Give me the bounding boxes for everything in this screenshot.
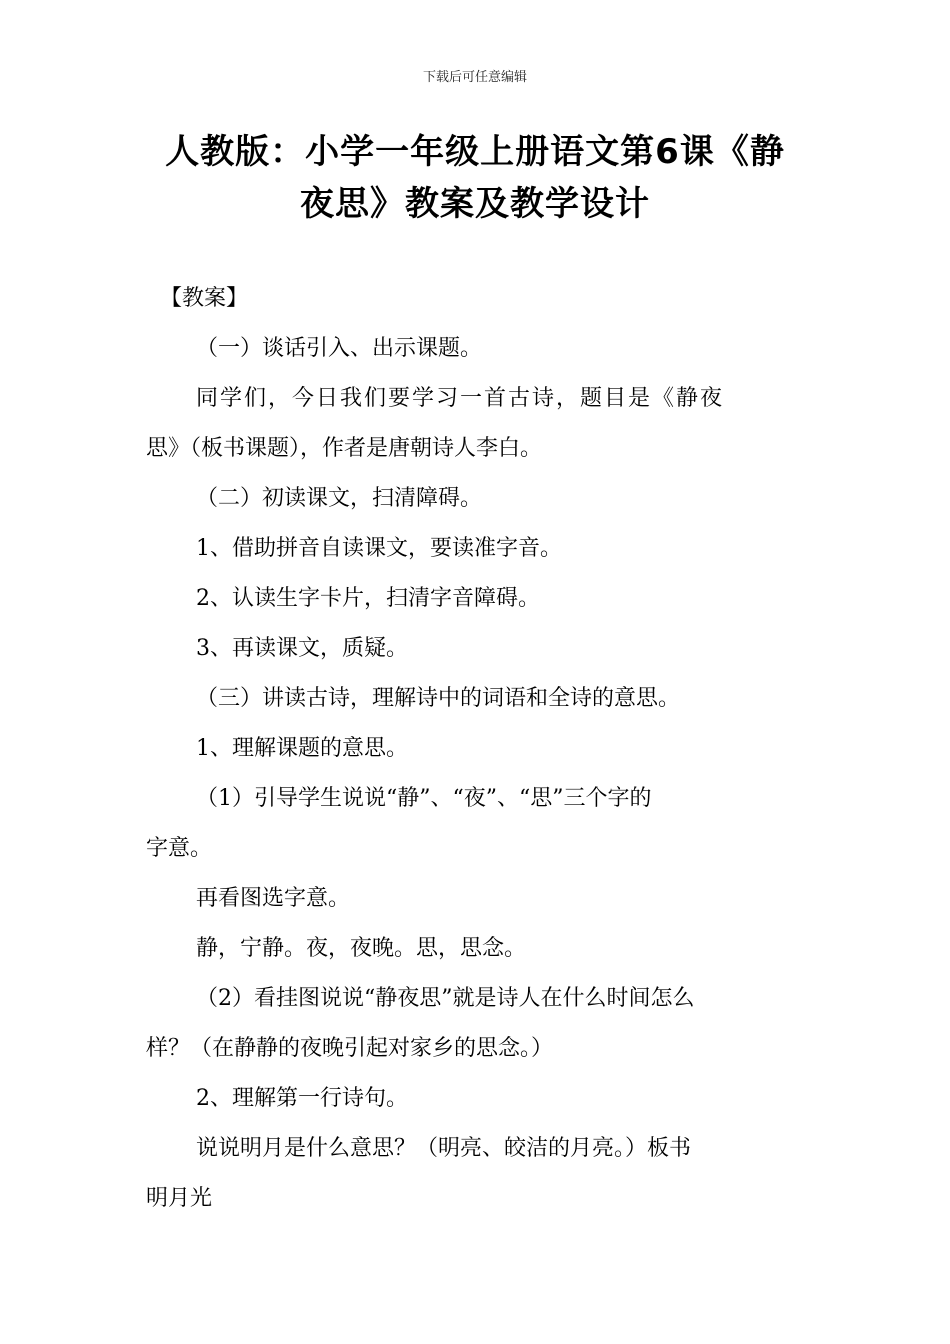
title-line-1: 人教版：小学一年级上册语文第6课《静 [165, 132, 785, 172]
paragraph-line: 静，宁静。夜，夜晚。思，思念。 [196, 936, 527, 961]
section-heading: 【教案】 [160, 286, 249, 311]
paragraph-line: 2、认读生字卡片，扫清字音障碍。 [196, 586, 540, 611]
paragraph-line: 思》（板书课题），作者是唐朝诗人李白。 [146, 436, 543, 461]
paragraph-line: （三）讲读古诗，理解诗中的词语和全诗的意思。 [196, 686, 681, 711]
paragraph-line: 说说明月是什么意思？（明亮、皎洁的月亮。）板书 [196, 1136, 692, 1161]
paragraph-line: 3、再读课文，质疑。 [196, 636, 408, 661]
paragraph-line: 1、理解课题的意思。 [196, 736, 408, 761]
paragraph-line: （二）初读课文，扫清障碍。 [196, 486, 483, 511]
paragraph-line: （2）看挂图说说“静夜思”就是诗人在什么时间怎么 [196, 986, 695, 1011]
header-note: 下载后可任意编辑 [422, 70, 527, 85]
paragraph-line: 同学们，今日我们要学习一首古诗，题目是《静夜 [196, 386, 725, 411]
paragraph-line: 再看图选字意。 [196, 886, 351, 911]
paragraph-line: 2、理解第一行诗句。 [196, 1086, 408, 1111]
paragraph-line: 1、借助拼音自读课文，要读准字音。 [196, 536, 562, 561]
paragraph-line: （一）谈话引入、出示课题。 [196, 336, 483, 361]
paragraph-line: 样？（在静静的夜晚引起对家乡的思念。） [146, 1036, 554, 1061]
paragraph-line: （1）引导学生说说“静”、“夜”、“思”三个字的 [196, 786, 652, 811]
paragraph-line: 字意。 [146, 836, 213, 861]
paragraph-line: 明月光 [146, 1186, 213, 1211]
title-line-2: 夜思》教案及教学设计 [300, 184, 650, 224]
document-title [150, 126, 800, 230]
